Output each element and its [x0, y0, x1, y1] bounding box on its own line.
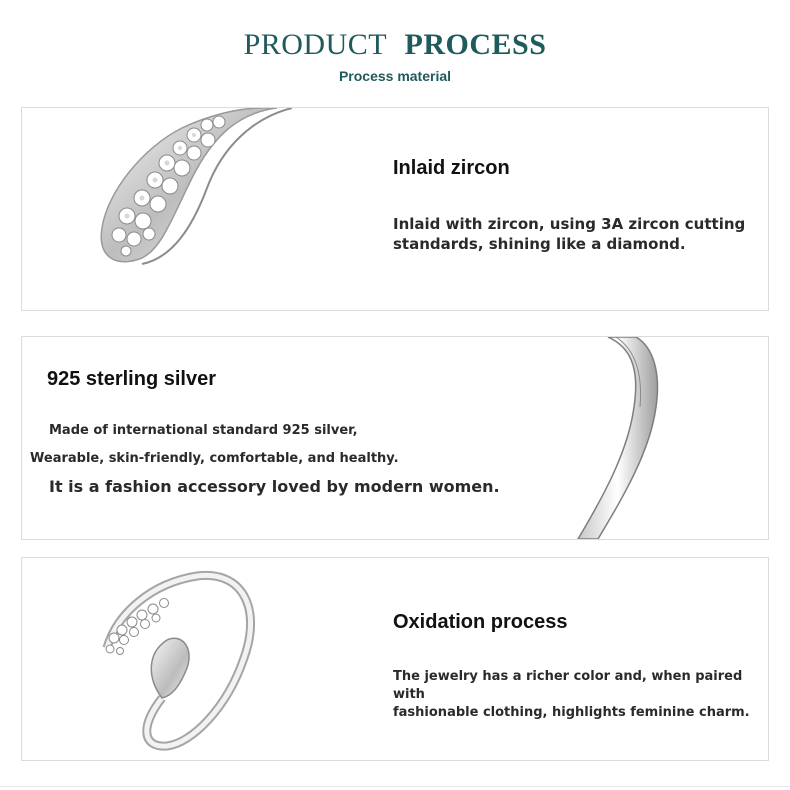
section-description: [393, 214, 745, 254]
description-line: Wearable, skin-friendly, comfortable, and healthy.: [30, 451, 399, 466]
bottom-divider: [0, 786, 790, 787]
title-part-process: PROCESS: [404, 28, 547, 61]
section-title: 925 sterling silver: [47, 368, 216, 390]
description-line: fashionable clothing, highlights feminine charm.: [393, 705, 750, 720]
description-line: It is a fashion accessory loved by modern women.: [49, 477, 500, 496]
section-title: Inlaid zircon: [393, 157, 510, 179]
section-description: [393, 668, 768, 722]
open-ring-image: [22, 558, 322, 760]
description-line: The jewelry has a richer color and, when paired with: [393, 669, 743, 702]
section-sterling-silver: [21, 336, 769, 540]
page-header: [0, 0, 790, 100]
section-inlaid-zircon: [21, 107, 769, 311]
zircon-closeup-image: [22, 108, 322, 308]
silver-band-closeup-image: [568, 337, 768, 539]
section-title: Oxidation process: [393, 611, 568, 633]
section-description: [30, 417, 500, 501]
description-line: standards, shining like a diamond.: [393, 235, 686, 253]
description-line: Made of international standard 925 silver,: [49, 423, 358, 438]
page-subtitle: Process material: [338, 68, 452, 84]
page-title: [0, 28, 790, 62]
section-oxidation-process: [21, 557, 769, 761]
description-line: Inlaid with zircon, using 3A zircon cutting: [393, 215, 746, 233]
title-part-product: PRODUCT: [243, 28, 387, 61]
